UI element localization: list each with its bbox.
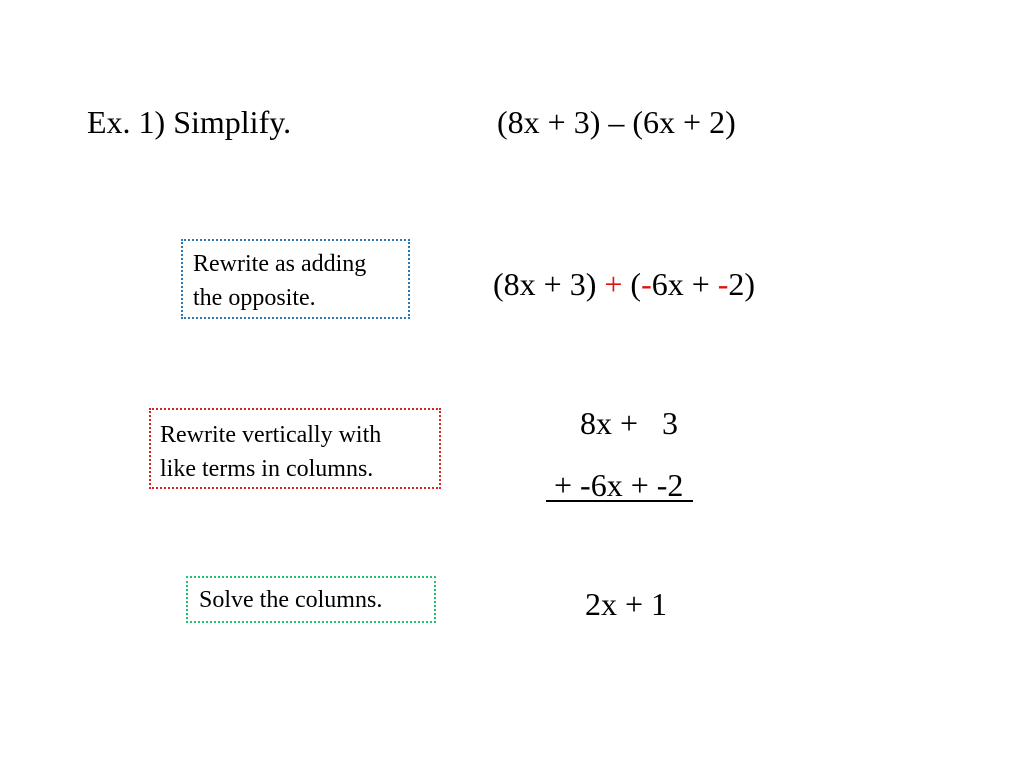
note-rewrite-opposite xyxy=(181,239,410,319)
negative-sign-highlight: - xyxy=(717,266,729,302)
expression-part: ( xyxy=(622,266,642,302)
expression-part: (8x + 3) xyxy=(493,266,605,302)
note-line: the opposite. xyxy=(193,285,316,311)
note-line: Rewrite vertically with xyxy=(160,422,382,448)
negative-sign-highlight: - xyxy=(641,266,652,302)
vertical-top-row: 8x + 3 xyxy=(580,405,679,441)
note-line: Solve the columns. xyxy=(199,587,383,613)
note-line: Rewrite as adding xyxy=(193,251,367,277)
example-title: Ex. 1) Simplify. xyxy=(87,104,292,140)
result-expression: 2x + 1 xyxy=(585,586,668,622)
note-rewrite-vertically xyxy=(149,408,441,489)
vertical-bottom-row: + -6x + -2 xyxy=(546,467,684,503)
expression-part: 2) xyxy=(728,266,756,302)
note-line: like terms in columns. xyxy=(160,456,374,482)
sum-underline xyxy=(546,500,693,502)
expression-part: 6x + xyxy=(651,266,718,302)
note-solve-columns xyxy=(186,576,436,623)
original-expression: (8x + 3) – (6x + 2) xyxy=(497,104,736,140)
plus-sign-highlight: + xyxy=(604,266,623,302)
opposite-expression xyxy=(493,264,755,304)
